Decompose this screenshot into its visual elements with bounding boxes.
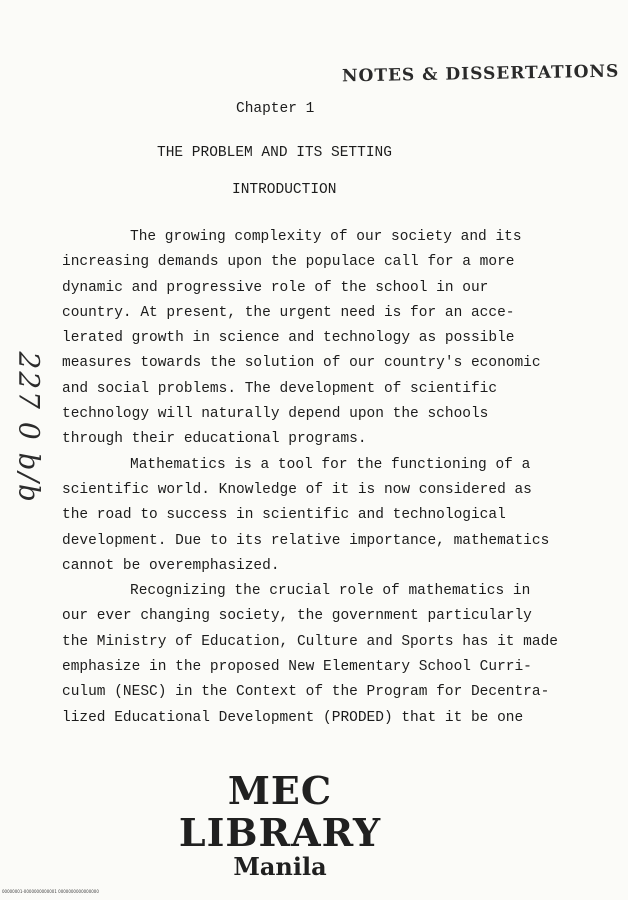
handwritten-margin-note: 227 0 b/b xyxy=(12,351,46,504)
body-line: dynamic and progressive role of the school in our xyxy=(62,279,489,296)
body-line: the Ministry of Education, Culture and Sports has it made xyxy=(62,633,558,650)
notes-dissertations-stamp: NOTES & DISSERTATIONS xyxy=(341,61,620,87)
body-line: Mathematics is a tool for the functioning of a xyxy=(130,456,531,473)
body-line: scientific world. Knowledge of it is now considered as xyxy=(62,481,532,498)
body-line: emphasize in the proposed New Elementary School Curri- xyxy=(62,659,532,676)
body-line: measures towards the solution of our country's economic xyxy=(62,355,541,372)
body-text xyxy=(62,225,590,731)
body-line: the road to success in scientific and technological xyxy=(62,507,506,524)
library-stamp-city: Manila xyxy=(233,852,327,881)
body-line: development. Due to its relative importance, mathematics xyxy=(62,532,550,549)
introduction-heading: INTRODUCTION xyxy=(232,182,337,198)
body-line: Recognizing the crucial role of mathematics in xyxy=(130,583,531,600)
section-title: THE PROBLEM AND ITS SETTING xyxy=(157,145,392,161)
library-stamp xyxy=(150,770,410,881)
body-line: lerated growth in science and technology as possible xyxy=(62,330,515,347)
body-line: lized Educational Development (PRODED) that it be one xyxy=(62,709,524,726)
body-line: through their educational programs. xyxy=(62,431,367,448)
library-stamp-name: MEC LIBRARY xyxy=(178,768,382,855)
body-line: increasing demands upon the populace call for a more xyxy=(62,254,515,271)
body-line: technology will naturally depend upon the schools xyxy=(62,406,489,423)
footer-code: 00000001-0000000000001 0000000000000000 xyxy=(2,889,99,894)
body-line: cannot be overemphasized. xyxy=(62,557,280,574)
body-line: our ever changing society, the government particularly xyxy=(62,608,532,625)
body-line: The growing complexity of our society and its xyxy=(130,229,522,245)
body-line: and social problems. The development of scientific xyxy=(62,380,498,397)
chapter-heading: Chapter 1 xyxy=(236,101,315,117)
body-line: country. At present, the urgent need is for an acce- xyxy=(62,304,515,321)
body-line: culum (NESC) in the Context of the Program for Decentra- xyxy=(62,684,550,701)
